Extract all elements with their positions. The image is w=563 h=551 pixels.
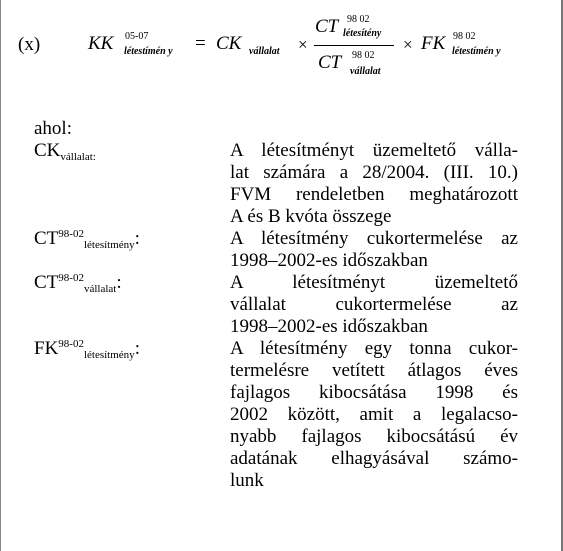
lhs-subscript: létestímén y [124,46,173,57]
description-line: A létesítmény cukortermelése az [230,228,518,249]
term-superscript: 98-02 [58,272,84,284]
term-subscript: vállalat [83,283,117,295]
definition-description [230,140,518,228]
term-colon: : [134,338,140,359]
fk-subscript: létestímén y [452,46,501,57]
term-symbol: CT [34,272,59,293]
definition-term [34,140,230,162]
lhs-superscript: 05-07 [125,31,149,42]
ck-subscript: vállalat [249,46,280,57]
times-sign: × [403,35,413,54]
fraction-bar [314,45,394,46]
definition-ct-letesitmeny [34,228,524,272]
definition-term [34,338,230,360]
numerator-subscript: létesítény [343,28,382,39]
term-colon: : [134,228,140,249]
numerator-superscript: 98 02 [347,14,370,25]
term-superscript: 98-02 [58,338,84,350]
term-superscript: 98-02 [58,228,84,240]
description-line: lat számára a 28/2004. (III. 10.) [230,162,518,183]
equation [0,0,563,110]
description-line: lunk [230,470,264,491]
description-line: 1998–2002-es időszakban [230,316,428,337]
fk-symbol: FK [421,33,446,54]
description-line: 1998–2002-es időszakban [230,250,428,271]
description-line: fajlagos kibocsátása 1998 és [230,382,518,403]
denominator-superscript: 98 02 [352,50,375,61]
term-subscript: létesítmény [83,349,135,361]
term-symbol: CT [34,228,59,249]
description-line: A létesítményt üzemeltető [230,272,518,293]
definition-ck-vallalat [34,140,524,228]
description-line: termelésre vetített átlagos éves [230,360,518,381]
definition-ct-vallalat [34,272,524,338]
denominator-subscript: vállalat [350,66,381,77]
definition-description [230,272,518,338]
term-colon: : [116,272,122,293]
term-symbol: CK [34,140,61,161]
definition-description [230,338,518,492]
term-symbol: FK [34,338,59,359]
lhs-symbol: KK [88,33,114,54]
description-line: adatának elhagyásával számo- [230,448,518,469]
definition-description [230,228,518,272]
equation-label: (x) [18,34,41,55]
equals-sign: = [195,33,206,54]
definitions-list [34,118,524,492]
description-line: A létesítmény egy tonna cukor- [230,338,518,359]
numerator-symbol: CT [315,16,339,37]
term-subscript: létesítmény [83,239,135,251]
ck-symbol: CK [216,33,242,54]
description-line: nyabb fajlagos kibocsátású év [230,426,518,447]
definition-term [34,272,230,294]
times-sign: × [298,35,308,54]
definition-fk-letesitmeny [34,338,524,492]
term-subscript: vállalat: [60,151,96,163]
definition-term [34,228,230,250]
description-line: vállalat cukortermelése az [230,294,518,315]
description-line: 2002 között, amit a legalacso- [230,404,518,425]
description-line: FVM rendeletben meghatározott [230,184,518,205]
fk-superscript: 98 02 [453,31,476,42]
where-heading: ahol: [34,118,72,139]
description-line: A és B kvóta összege [230,206,392,227]
denominator-symbol: CT [318,52,342,73]
description-line: A létesítményt üzemeltető válla- [230,140,518,161]
